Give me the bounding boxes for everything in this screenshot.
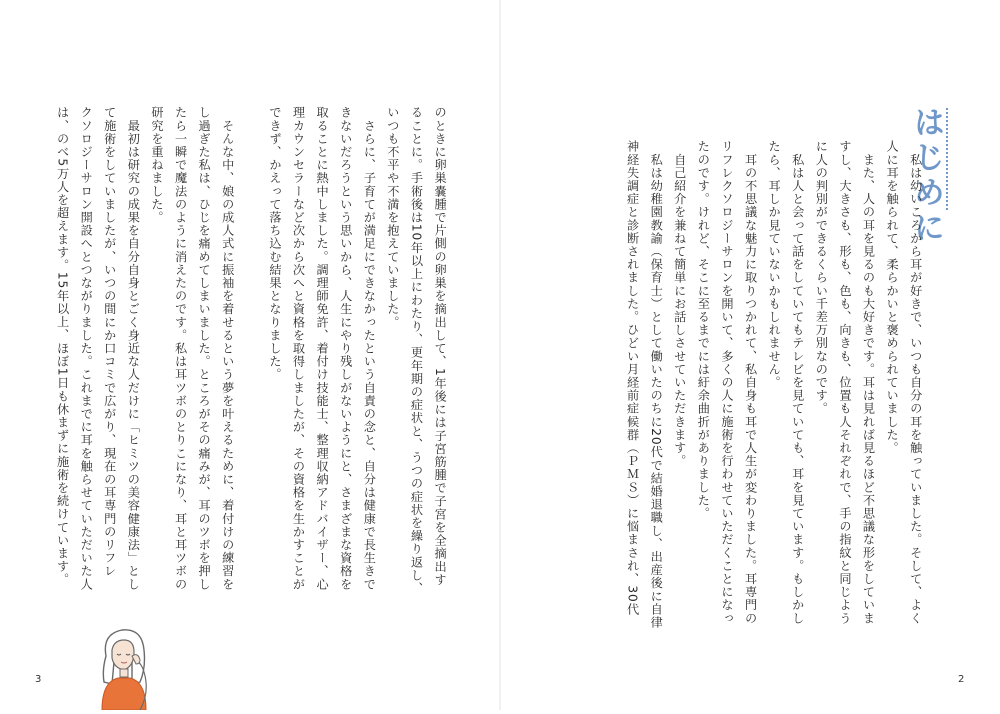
- text-line: たのです。けれど、そこに至るまでには紆余曲折がありました。: [696, 140, 711, 520]
- text-line: 私は人と会って話をしていてもテレビを見ていても、耳を見ています。もしかし: [790, 140, 805, 625]
- text-line: できず、かえって落ち込む結果となりました。: [267, 106, 282, 382]
- title-dotted-rule: [946, 108, 948, 210]
- paragraph: [262, 106, 380, 594]
- text-line: たら一瞬で魔法のように消えたのです。私は耳ツボのとりこになり、耳と耳ツボの: [173, 106, 188, 591]
- text-line: クソロジーサロン開設へとつながりました。これまでに耳を触らせていただいた人: [79, 106, 94, 591]
- text-line: 神経失調症と診断されました。ひどい月経前症候群（ＰＭＳ）に悩まされ、30代: [625, 140, 640, 616]
- text-line: 取ることに熱中しました。調理師免許、着付け技能士、整理収納アドバイザー、心: [315, 106, 330, 591]
- text-line: そんな中、娘の成人式に振袖を着せるという夢を叶えるために、着付けの練習を: [220, 106, 235, 591]
- text-line: 自己紹介を兼ねて簡単にお話しさせていただきます。: [672, 140, 687, 468]
- text-line: 私は幼稚園教諭（保育士）として働いたのちに20代で結婚退職し、出産後に自律: [649, 140, 664, 629]
- paragraph: [809, 140, 927, 625]
- text-line: また、人の耳を見るのも大好きです。耳は見れば見るほど不思議な形をしていま: [861, 140, 876, 625]
- paragraph: [50, 106, 144, 594]
- text-line: 人に耳を触られて、柔らかいと褒められていました。: [885, 140, 900, 455]
- text-line: し過ぎた私は、ひじを痛めてしまいました。ところがその痛みが、耳のツボを押し: [197, 106, 212, 591]
- text-line: すし、大きさも、形も、色も、向きも、位置も人それぞれで、手の指紋と同じよう: [837, 140, 852, 625]
- page-number-right: 2: [958, 674, 965, 685]
- text-line: のときに卵巣嚢腫で片側の卵巣を摘出して、1年後には子宮筋腫で子宮を全摘出す: [433, 106, 448, 587]
- paragraph: [380, 106, 451, 594]
- text-line: に人の判別ができるくらい千差万別なのです。: [814, 140, 829, 416]
- text-line: いつも不平や不満を抱えていました。: [385, 106, 400, 329]
- text-line: たら、耳しか見ていないかもしれません。: [767, 140, 782, 389]
- text-line: さらに、子育てが満足にできなかったという自責の念と、自分は健康で長生きで: [362, 106, 377, 591]
- page-number-left: 3: [35, 674, 42, 685]
- text-line: 最初は研究の成果を自分自身とごく身近な人だけに「ヒミツの美容健康法」とし: [126, 106, 141, 591]
- right-page-text: [620, 140, 927, 629]
- text-line: リフレクソロジーサロンを開いて、多くの人に施術を行わせていただくことになっ: [719, 140, 734, 625]
- text-line: 研究を重ねました。: [149, 106, 164, 224]
- paragraph: [762, 140, 809, 625]
- paragraph: [144, 106, 238, 594]
- text-line: 私は幼いころから耳が好きで、いつも自分の耳を触っていました。そして、よく: [908, 140, 923, 625]
- woman-touching-ear-illustration: [88, 622, 160, 710]
- text-line: は、のべ5万人を超えます。15年以上、ほぼ1日も休まずに施術を続けています。: [55, 106, 70, 587]
- text-line: 耳の不思議な魅力に取りつかれて、私自身も耳で人生が変わりました。耳専門の: [743, 140, 758, 625]
- text-line: 理カウンセラーなど次から次へと資格を取得しましたが、その資格を生かすことが: [291, 106, 306, 591]
- text-line: ることに。手術後は10年以上にわたり、更年期の症状と、うつの症状を繰り返し、: [409, 106, 424, 595]
- text-line: て施術をしていましたが、いつの間にか口コミで広がり、現在の耳専門のリフレ: [102, 106, 117, 578]
- chapter-title: はじめに: [908, 106, 944, 246]
- left-page-text: [50, 106, 451, 594]
- paragraph: [667, 140, 761, 625]
- paragraph: [620, 140, 667, 629]
- book-spine: [499, 0, 501, 710]
- text-line: きないだろうという思いから、人生にやり残しがないようにと、さまざまな資格を: [338, 106, 353, 591]
